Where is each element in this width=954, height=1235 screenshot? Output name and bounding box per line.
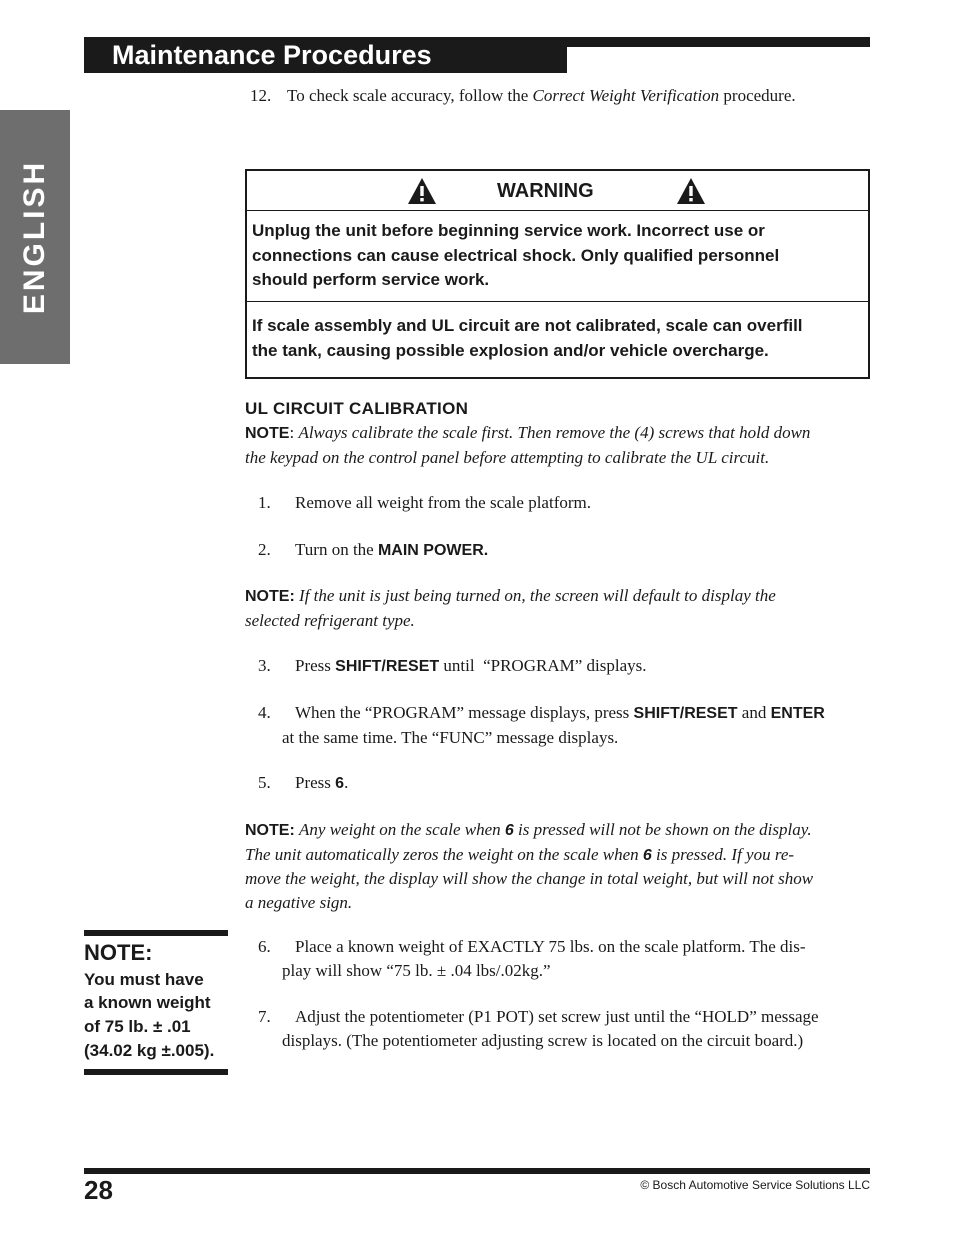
key-main-power: MAIN POWER. xyxy=(377,542,489,559)
warning-divider xyxy=(247,301,868,302)
language-label: ENGLISH xyxy=(18,159,51,315)
side-note-line: a known weight xyxy=(84,993,211,1012)
page-title: Maintenance Procedures xyxy=(112,40,432,70)
note-default-display: NOTE: If the unit is just being turned on, the screen will default to display the selected refrigerant type. xyxy=(245,586,776,630)
warning-text-overfill: If scale assembly and UL circuit are not calibrated, scale can overfill the tank, causing possible explosion and/or vehicle overcharge. xyxy=(252,316,803,360)
warning-triangle-icon xyxy=(407,177,437,205)
step-1: 1. Remove all weight from the scale platform. xyxy=(258,493,591,512)
warning-title: WARNING xyxy=(497,180,594,202)
step-4: 4. When the “PROGRAM” message displays, press SHIFT/RESET and ENTER at the same time. The “FUNC” message displays. xyxy=(258,703,825,747)
step-5: 5. Press 6. xyxy=(258,773,349,792)
key-6: 6 xyxy=(504,822,514,839)
copyright-notice: © Bosch Automotive Service Solutions LLC xyxy=(640,1178,870,1192)
side-note-title: NOTE: xyxy=(84,940,153,965)
step-3: 3. Press SHIFT/RESET until “PROGRAM” displays. xyxy=(258,656,647,675)
step-number: 12. xyxy=(250,86,272,105)
note-zero-weight: NOTE: Any weight on the scale when 6 is pressed will not be shown on the display. The unit automatically zeros the weight on the scale when 6 is pressed. If you re- move the weight, the display will show the change in total weight, but will not show a negative sign. xyxy=(245,820,814,912)
procedure-reference: Correct Weight Verification xyxy=(532,86,720,105)
side-note-rule xyxy=(84,930,228,936)
side-note-line: (34.02 kg ±.005). xyxy=(84,1041,215,1060)
key-6: 6 xyxy=(335,775,345,792)
side-note-line: of 75 lb. ± .01 xyxy=(84,1017,191,1036)
step-12: 12. To check scale accuracy, follow the Correct Weight Verification procedure. xyxy=(250,84,796,108)
step-6: 6. Place a known weight of EXACTLY 75 lbs. on the scale platform. The dis- play will show “75 lb. ± .04 lbs/.02kg.” xyxy=(258,937,806,980)
side-note-line: You must have xyxy=(84,970,204,989)
warning-text-shock: Unplug the unit before beginning service work. Incorrect use or connections can cause electrical shock. Only qualified personnel should perform service work. xyxy=(252,221,780,289)
footer-rule xyxy=(84,1168,870,1174)
note-calibrate-first: NOTE: Always calibrate the scale first. Then remove the (4) screws that hold down the keypad on the control panel before attempting to calibrate the UL circuit. xyxy=(245,423,811,467)
step-7: 7. Adjust the potentiometer (P1 POT) set screw just until the “HOLD” message displays. (The potentiometer adjusting screw is located on the circuit board.) xyxy=(258,1007,819,1050)
key-6: 6 xyxy=(642,846,652,864)
warning-triangle-icon xyxy=(676,177,706,205)
side-note-rule xyxy=(84,1069,228,1075)
key-shift-reset: SHIFT/RESET xyxy=(335,658,440,675)
key-enter: ENTER xyxy=(770,705,825,722)
key-shift-reset: SHIFT/RESET xyxy=(633,705,738,722)
section-heading: UL CIRCUIT CALIBRATION xyxy=(245,399,469,418)
page-number: 28 xyxy=(84,1175,113,1205)
step-2: 2. Turn on the MAIN POWER. xyxy=(258,540,489,559)
